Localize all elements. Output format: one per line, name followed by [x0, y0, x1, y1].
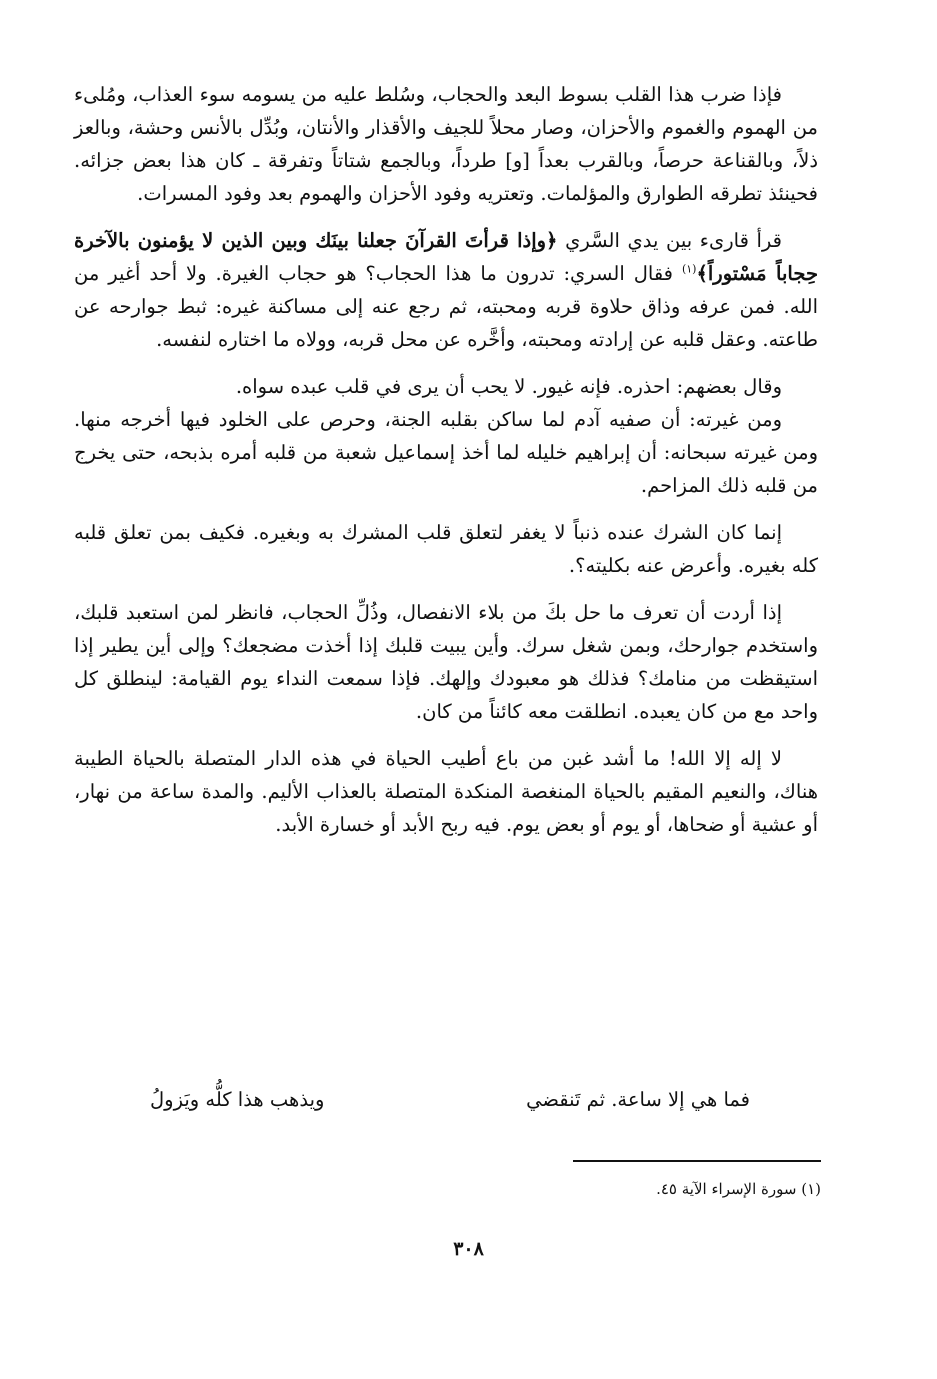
poem-hemistich-1: فما هي إلا ساعة. ثم تَنقضي	[526, 1088, 750, 1111]
footnote: (١) سورة الإسراء الآية ٤٥.	[656, 1180, 821, 1198]
page-number: ٣٠٨	[453, 1238, 484, 1260]
footnote-divider	[573, 1160, 821, 1162]
paragraph-1: فإذا ضرب هذا القلب بسوط البعد والحجاب، وسُلط عليه من يسومه سوء العذاب، ومُلىء من الهموم والغموم والأحزان، وصار محلاً للجيف والأقذار والأنتان، وبُدِّل بالأنس وحشة، وبالعز ذلاً، وبالقناعة حرصاً، وبالقرب بعداً [و] طرداً، وبالجمع شتاتاً وتفرقة ـ كان هذا بعض جزائه. فحينئذ تطرقه الطوارق والمؤلمات. وتعتريه وفود الأحزان والهموم بعد وفود المسرات.	[74, 83, 818, 205]
paragraph-4: ومن غيرته: أن صفيه آدم لما ساكن بقلبه الجنة، وحرص على الخلود فيها أخرجه منها. ومن غيرته سبحانه: أن إبراهيم خليله لما أخذ إسماعيل شعبة من قلبه أمره بذبحه، حتى يخرج من قلبه ذلك المزاحم.	[74, 408, 818, 497]
paragraph-6: إذا أردت أن تعرف ما حل بكَ من بلاء الانفصال، وذُلِّ الحجاب، فانظر لمن استعبد قلبك، واستخدم جوارحك، وبمن شغل سرك. وأين يبيت قلبك إذا أخذت مضجعك؟ وإلى أين يطير إذا استيقظت من منامك؟ فذلك هو معبودك وإلهك. فإذا سمعت النداء يوم القيامة: لينطلق كل واحد مع من كان يعبده. انطلقت معه كائناً من كان.	[74, 601, 818, 723]
quran-verse: ﴿وإذا قرأتَ القرآنَ جعلنا بينَك وبين الذين لا يؤمنون بالآخرة حِجاباً مَسْتوراً﴾	[74, 229, 818, 285]
poem-verse	[150, 1088, 750, 1111]
paragraph-7: لا إله إلا الله! ما أشد غبن من باع أطيب الحياة في هذه الدار المتصلة بالحياة الطيبة هناك، والنعيم المقيم بالحياة المنغصة المنكدة المتصلة بالعذاب الأليم. والمدة ساعة من نهار، أو عشية أو ضحاها، أو يوم أو بعض يوم. فيه ربح الأبد أو خسارة الأبد.	[74, 747, 818, 836]
footnote-marker: (١)	[681, 262, 697, 276]
paragraph-2-body: فقال السري: تدرون ما هذا الحجاب؟ هو حجاب الغيرة. ولا أحد أغير من الله. فمن عرفه وذاق حلاوة قربه ومحبته، ثم رجع عنه إلى مساكنة غيره: ثبط جوارحه عن طاعته. وعقل قلبه عن إرادته ومحبته، وأخَّره عن محل قربه، وولاه ما اختاره لنفسه.	[74, 262, 818, 351]
paragraph-2	[74, 224, 818, 356]
page-body	[74, 78, 818, 855]
paragraph-5: إنما كان الشرك عنده ذنباً لا يغفر لتعلق قلب المشرك به وبغيره. فكيف بمن تعلق قلبه كله بغيره. وأعرض عنه بكليته؟.	[74, 521, 818, 577]
paragraph-2-intro: قرأ قارىء بين يدي السَّري	[565, 229, 783, 252]
paragraph-3: وقال بعضهم: احذره. فإنه غيور. لا يحب أن يرى في قلب عبده سواه.	[235, 375, 782, 398]
poem-hemistich-2: ويذهب هذا كلُّه ويَزولُ	[150, 1088, 325, 1111]
